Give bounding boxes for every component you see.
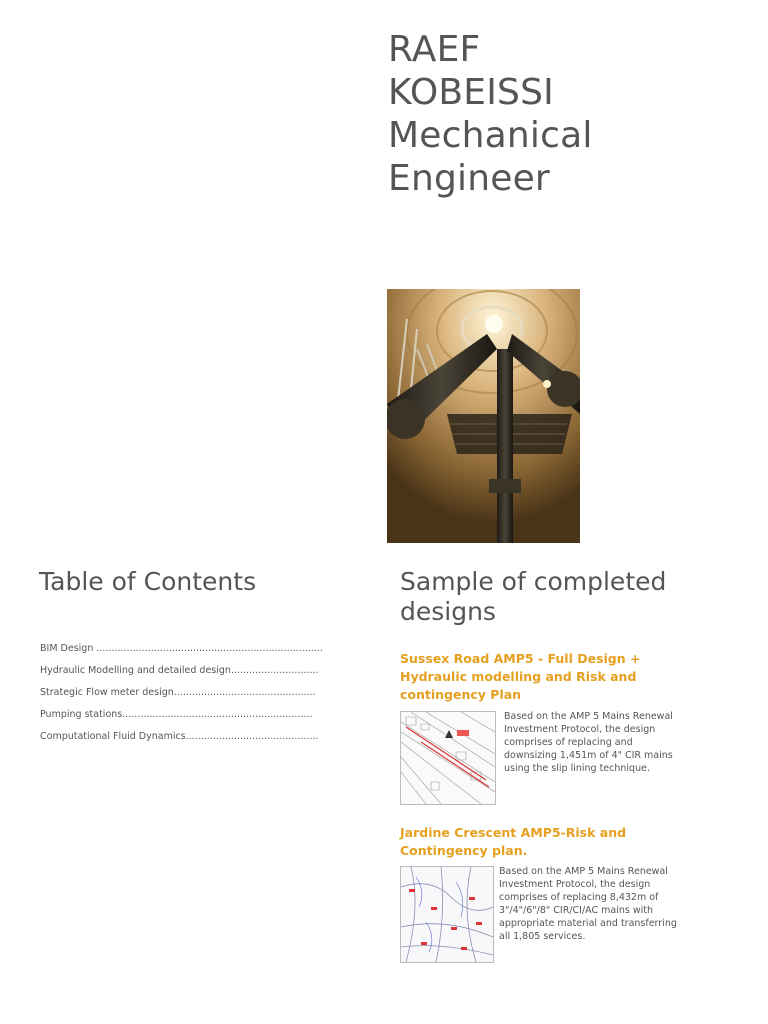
toc-list [40, 638, 340, 748]
samples-heading: Sample of completed designs [400, 567, 667, 626]
toc-item-pumping-stations[interactable]: Pumping stations............................................................... [40, 709, 313, 720]
toc-item-cfd[interactable]: Computational Fluid Dynamics............................................ [40, 731, 319, 742]
title-role-line-1: Mechanical [388, 115, 593, 156]
title-first-name: RAEF [388, 29, 481, 70]
toc-item-flow-meter-design[interactable]: Strategic Flow meter design............................................... [40, 687, 316, 698]
title-role-line-2: Engineer [388, 158, 550, 199]
project-title-jardine-crescent: Jardine Crescent AMP5-Risk and Contingency plan. [400, 825, 627, 858]
water-tower-photo [387, 289, 580, 543]
project-description-jardine-crescent: Based on the AMP 5 Mains Renewal Investment Protocol, the design comprises of replacing 8,432m of 3"/4"/6"/8" CIR/CI/AC mains with appropriate material and transferring all 1,805 services. [499, 866, 677, 942]
title-last-name: KOBEISSI [388, 72, 554, 113]
site-plan-map-icon [400, 711, 496, 805]
toc-heading: Table of Contents [39, 567, 257, 596]
street-network-map-icon [400, 866, 494, 963]
project-title-sussex-road: Sussex Road AMP5 - Full Design + Hydraulic modelling and Risk and contingency Plan [400, 651, 641, 702]
document-title [388, 28, 748, 200]
toc-item-bim-design[interactable]: BIM Design ........................................................................... [40, 643, 323, 654]
project-description-sussex-road: Based on the AMP 5 Mains Renewal Investment Protocol, the design comprises of replacing and downsizing 1,451m of 4" CIR mains using the slip lining technique. [504, 711, 673, 774]
toc-item-hydraulic-modelling[interactable]: Hydraulic Modelling and detailed design............................. [40, 665, 319, 676]
